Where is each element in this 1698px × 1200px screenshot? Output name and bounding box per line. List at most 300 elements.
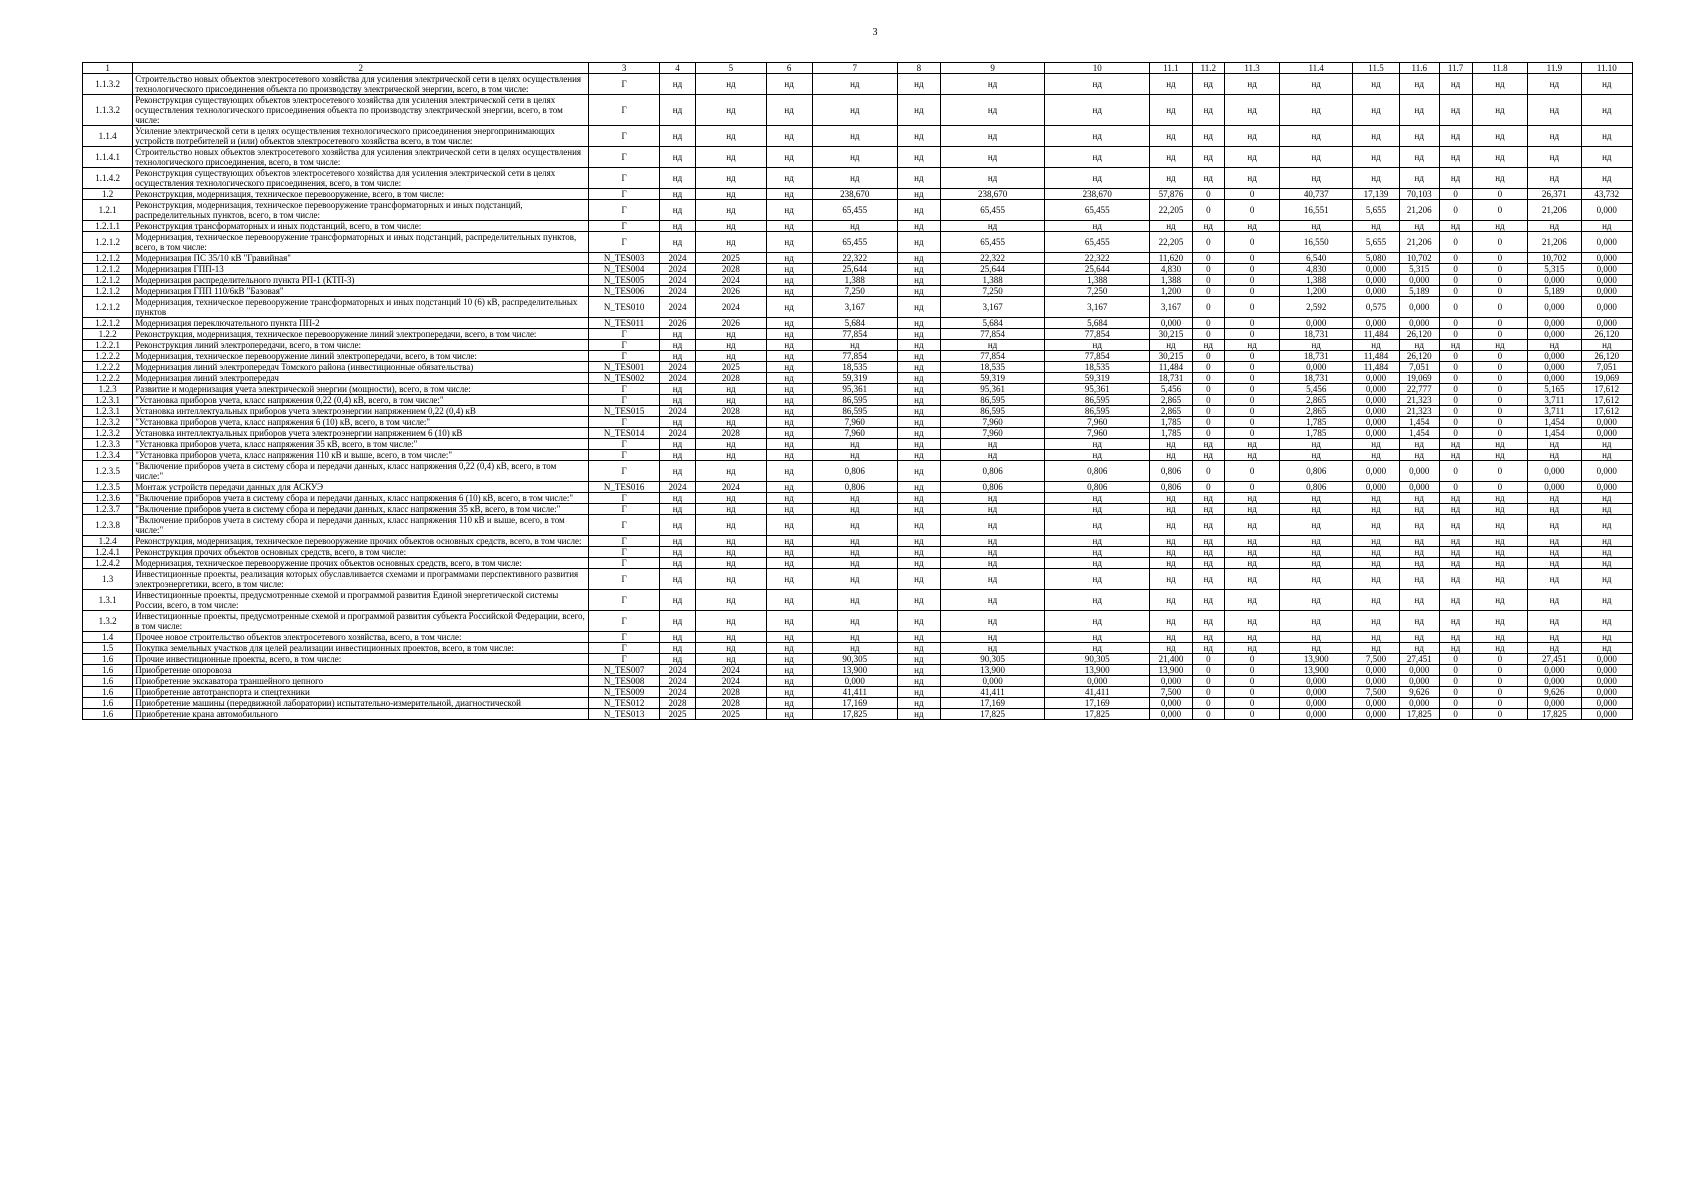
table-cell: нд [1528,493,1581,504]
table-cell: нд [696,74,767,95]
table-cell: 5,456 [1150,384,1193,395]
table-cell: нд [1192,340,1224,351]
table-cell: нд [696,654,767,665]
table-cell: 0,000 [1581,665,1632,676]
table-cell: 65,455 [1045,200,1150,221]
table-cell: нд [812,643,897,654]
table-cell: 0 [1192,687,1224,698]
table-cell: нд [898,362,941,373]
table-cell: 0 [1224,264,1280,275]
table-cell: 0,000 [1045,676,1150,687]
table-cell: нд [1472,340,1528,351]
table-cell: 3,711 [1528,395,1581,406]
table-cell: 1,785 [1150,428,1193,439]
table-cell: нд [766,318,812,329]
table-cell: 0,000 [1280,362,1353,373]
table-row [83,126,1633,147]
table-cell: нд [1224,643,1280,654]
table-cell: 2025 [696,709,767,720]
table-cell: нд [696,126,767,147]
table-cell: нд [1439,439,1472,450]
table-cell: 65,455 [812,232,897,253]
table-cell: 13,900 [1280,665,1353,676]
row-description-cell: "Установка приборов учета, класс напряжения 6 (10) кВ, всего, в том числе:" [133,417,589,428]
table-cell: 2026 [696,318,767,329]
table-cell: нд [1400,547,1440,558]
table-cell: 2025 [659,709,695,720]
table-row [83,95,1633,126]
table-cell: 25,644 [1045,264,1150,275]
table-cell: нд [1528,450,1581,461]
table-cell: 0 [1192,318,1224,329]
row-description-cell: Монтаж устройств передачи данных для АСКУЭ [133,482,589,493]
table-cell: 90,305 [1045,654,1150,665]
table-cell: 0 [1472,286,1528,297]
table-cell: нд [1528,95,1581,126]
table-cell: 0,000 [1400,676,1440,687]
table-cell: 90,305 [812,654,897,665]
table-cell: нд [1280,168,1353,189]
table-cell: нд [1150,558,1193,569]
table-cell: 1,388 [1280,275,1353,286]
table-cell: нд [1528,515,1581,536]
table-cell: 0 [1472,362,1528,373]
column-header: 4 [659,63,695,74]
table-cell: 0,000 [1528,698,1581,709]
table-row [83,189,1633,200]
table-row [83,253,1633,264]
table-cell: 2024 [659,665,695,676]
table-cell: нд [1353,504,1400,515]
row-number-cell: 1.2.1.1 [83,221,133,232]
row-description-cell: Инвестиционные проекты, реализация которых обуславливается схемами и программами перспективного развития электроэнергетики, всего, в том числе: [133,569,589,590]
table-cell: 0,575 [1353,297,1400,318]
table-cell: нд [1224,450,1280,461]
table-cell: 0,000 [1353,318,1400,329]
row-number-cell: 1.2.3.6 [83,493,133,504]
table-cell: нд [766,504,812,515]
table-cell: Г [589,461,660,482]
table-cell: нд [898,676,941,687]
row-number-cell: 1.2.1 [83,200,133,221]
table-cell: нд [1150,611,1193,632]
table-cell: нд [1581,504,1632,515]
table-cell: нд [766,351,812,362]
table-cell: нд [1400,168,1440,189]
table-cell: нд [940,632,1045,643]
table-cell: 0 [1224,232,1280,253]
table-cell: 2025 [696,362,767,373]
table-row [83,676,1633,687]
table-cell: 0,000 [1280,687,1353,698]
table-cell: 0,806 [1150,461,1193,482]
table-cell: 0 [1439,264,1472,275]
table-cell: 2024 [659,362,695,373]
table-cell: 0,000 [1581,687,1632,698]
table-cell: 2,592 [1280,297,1353,318]
table-cell: нд [696,450,767,461]
table-cell: 0 [1439,665,1472,676]
row-description-cell: Покупка земельных участков для целей реализации инвестиционных проектов, всего, в том числе: [133,643,589,654]
table-cell: 0 [1192,461,1224,482]
table-cell: Г [589,168,660,189]
table-cell: нд [1045,221,1150,232]
table-cell: нд [898,275,941,286]
row-description-cell: Модернизация, техническое перевооружение трансформаторных и иных подстанций, распределительных пунктов, всего, в том числе: [133,232,589,253]
table-row [83,147,1633,168]
table-cell: 3,167 [1045,297,1150,318]
row-description-cell: Модернизация ГПП 110/6кВ "Базовая" [133,286,589,297]
table-cell: нд [898,340,941,351]
row-number-cell: 1.2.1.2 [83,318,133,329]
table-cell: нд [1581,221,1632,232]
table-cell: нд [812,221,897,232]
table-cell: нд [940,221,1045,232]
row-description-cell: "Включение приборов учета в систему сбора и передачи данных, класс напряжения 0,22 (0,4) кВ, всего, в том числе:" [133,461,589,482]
table-cell: нд [766,384,812,395]
table-cell: 0 [1472,253,1528,264]
table-cell: нд [1224,168,1280,189]
table-cell: 22,777 [1400,384,1440,395]
table-cell: 2024 [696,665,767,676]
table-cell: Г [589,632,660,643]
table-cell: 3,167 [812,297,897,318]
table-cell: 0 [1472,384,1528,395]
table-cell: нд [898,536,941,547]
table-row [83,439,1633,450]
table-row [83,482,1633,493]
table-cell: 0,000 [1353,461,1400,482]
table-cell: N_TES010 [589,297,660,318]
table-cell: Г [589,611,660,632]
table-cell: Г [589,654,660,665]
table-cell: нд [1150,168,1193,189]
table-cell: N_TES006 [589,286,660,297]
table-cell: нд [1045,74,1150,95]
table-cell: нд [696,417,767,428]
table-cell: 0,000 [1581,297,1632,318]
table-cell: нд [1150,493,1193,504]
column-header: 2 [133,63,589,74]
table-cell: нд [898,611,941,632]
table-cell: 22,322 [1045,253,1150,264]
table-cell: 0 [1439,676,1472,687]
table-cell: нд [1472,515,1528,536]
table-cell: 0,000 [1400,318,1440,329]
table-cell: нд [1045,611,1150,632]
table-cell: 0,000 [1353,384,1400,395]
table-cell: нд [1439,515,1472,536]
table-cell: 0,000 [1581,232,1632,253]
table-cell: 0 [1192,232,1224,253]
table-cell: нд [898,493,941,504]
table-cell: нд [1528,536,1581,547]
table-cell: N_TES015 [589,406,660,417]
table-cell: 0 [1472,351,1528,362]
table-cell: нд [898,221,941,232]
table-cell: нд [1353,493,1400,504]
table-cell: 7,960 [940,417,1045,428]
table-cell: 40,737 [1280,189,1353,200]
table-cell: нд [812,95,897,126]
table-cell: нд [1224,590,1280,611]
table-cell: нд [1045,126,1150,147]
row-number-cell: 1.2.2.2 [83,373,133,384]
table-cell: нд [1192,632,1224,643]
table-cell: нд [1224,493,1280,504]
table-cell: 2024 [659,428,695,439]
table-cell: нд [1280,590,1353,611]
table-cell: нд [940,504,1045,515]
table-cell: 7,960 [1045,417,1150,428]
table-cell: 2028 [696,373,767,384]
row-number-cell: 1.2.1.2 [83,264,133,275]
row-number-cell: 1.2.3.1 [83,406,133,417]
table-cell: 0 [1224,482,1280,493]
table-cell: нд [812,536,897,547]
table-cell: нд [812,611,897,632]
table-cell: 43,732 [1581,189,1632,200]
table-cell: нд [898,351,941,362]
table-cell: 77,854 [940,351,1045,362]
table-cell: N_TES007 [589,665,660,676]
table-cell: нд [940,515,1045,536]
table-cell: 5,315 [1528,264,1581,275]
table-cell: нд [1280,558,1353,569]
table-cell: нд [1192,450,1224,461]
table-cell: нд [812,547,897,558]
table-cell: 0 [1192,373,1224,384]
table-cell: 7,960 [812,428,897,439]
table-row [83,698,1633,709]
table-cell: нд [940,168,1045,189]
row-number-cell: 1.1.4 [83,126,133,147]
table-cell: нд [1400,611,1440,632]
table-cell: 17,825 [1045,709,1150,720]
table-cell: нд [1192,515,1224,536]
table-cell: нд [940,439,1045,450]
table-cell: 2024 [659,687,695,698]
table-cell: нд [1150,439,1193,450]
table-cell: нд [1528,340,1581,351]
table-cell: нд [766,221,812,232]
table-cell: 13,900 [812,665,897,676]
table-cell: 0 [1472,698,1528,709]
table-cell: 17,139 [1353,189,1400,200]
table-cell: Г [589,395,660,406]
table-row [83,362,1633,373]
table-cell: 4,830 [1280,264,1353,275]
table-cell: нд [659,395,695,406]
row-description-cell: Инвестиционные проекты, предусмотренные схемой и программой развития субъекта Российской Федерации, всего, в том числе: [133,611,589,632]
table-cell: 0 [1192,189,1224,200]
table-cell: 238,670 [1045,189,1150,200]
table-cell: 0 [1439,406,1472,417]
table-row [83,515,1633,536]
table-cell: нд [766,373,812,384]
table-cell: нд [696,611,767,632]
table-cell: 11,484 [1150,362,1193,373]
table-cell: 0 [1224,395,1280,406]
row-description-cell: Реконструкция существующих объектов электросетевого хозяйства для усиления электрической сети в целях осуществления технологического присоединения объекта по производству электрической энергии, всего, в том числе: [133,95,589,126]
table-cell: 0 [1439,417,1472,428]
page-number: 3 [872,27,878,38]
table-cell: 0 [1439,362,1472,373]
table-row [83,558,1633,569]
table-cell: 0,806 [940,482,1045,493]
table-cell: нд [812,632,897,643]
table-cell: 86,595 [940,395,1045,406]
table-cell: нд [696,351,767,362]
table-cell: 18,731 [1280,373,1353,384]
table-cell: Г [589,558,660,569]
table-cell: 0,000 [1581,482,1632,493]
table-cell: 0 [1192,329,1224,340]
table-cell: нд [1150,147,1193,168]
table-cell: Г [589,417,660,428]
table-cell: нд [898,168,941,189]
table-cell: 0 [1192,253,1224,264]
row-description-cell: Строительство новых объектов электросетевого хозяйства для усиления электрической сети в целях осуществления технологического присоединения объекта по производству электрической энергии, всего, в том числе: [133,74,589,95]
table-cell: нд [766,515,812,536]
table-cell: 10,702 [1400,253,1440,264]
table-cell: нд [659,147,695,168]
table-cell: нд [659,126,695,147]
table-cell: нд [659,384,695,395]
table-cell: нд [1150,547,1193,558]
table-cell: 0 [1472,264,1528,275]
table-cell: 0,000 [1581,461,1632,482]
table-cell: нд [766,558,812,569]
row-number-cell: 1.2.4.1 [83,547,133,558]
table-cell: нд [696,189,767,200]
table-cell: нд [1280,126,1353,147]
table-cell: 25,644 [940,264,1045,275]
column-header: 11.7 [1439,63,1472,74]
table-cell: N_TES014 [589,428,660,439]
table-cell: 95,361 [1045,384,1150,395]
table-cell: нд [1280,147,1353,168]
row-description-cell: Реконструкция прочих объектов основных средств, всего, в том числе: [133,547,589,558]
table-cell: нд [766,611,812,632]
table-cell: нд [766,643,812,654]
table-cell: нд [1400,221,1440,232]
table-cell: 0 [1472,676,1528,687]
table-row [83,643,1633,654]
row-description-cell: Модернизация, техническое перевооружение линий электропередачи, всего, в том числе: [133,351,589,362]
table-cell: нд [1280,547,1353,558]
table-cell: Г [589,351,660,362]
table-cell: 0,000 [1353,665,1400,676]
table-cell: нд [696,643,767,654]
table-cell: нд [1528,611,1581,632]
table-cell: N_TES009 [589,687,660,698]
table-cell: нд [1472,74,1528,95]
table-cell: нд [1472,611,1528,632]
table-cell: нд [766,439,812,450]
row-number-cell: 1.2.2.2 [83,351,133,362]
table-cell: 0 [1472,297,1528,318]
table-cell: 7,960 [812,417,897,428]
table-cell: 0,000 [1150,698,1193,709]
table-cell: 0,806 [1045,482,1150,493]
row-number-cell: 1.2.1.2 [83,297,133,318]
table-cell: нд [1224,126,1280,147]
row-description-cell: Модернизация распределительного пункта РП-1 (КТП-3) [133,275,589,286]
table-cell: 0 [1439,275,1472,286]
table-cell: 59,319 [812,373,897,384]
table-cell: 17,825 [1528,709,1581,720]
table-cell: 0,000 [1353,428,1400,439]
table-cell: 17,169 [812,698,897,709]
table-cell: 0,000 [1353,275,1400,286]
table-cell: нд [898,395,941,406]
table-cell: 2024 [659,406,695,417]
table-cell: нд [1439,558,1472,569]
table-cell: нд [659,654,695,665]
table-cell: нд [659,329,695,340]
table-cell: 7,250 [940,286,1045,297]
table-cell: нд [1528,126,1581,147]
table-cell: нд [1224,95,1280,126]
table-cell: нд [940,590,1045,611]
table-cell: нд [812,515,897,536]
table-cell: 65,455 [940,200,1045,221]
table-cell: нд [940,643,1045,654]
table-cell: 0,000 [1280,698,1353,709]
row-description-cell: Реконструкция, модернизация, техническое перевооружение линий электропередачи, всего, в том числе: [133,329,589,340]
table-cell: нд [766,168,812,189]
table-cell: 13,900 [1150,665,1193,676]
table-cell: 0 [1439,395,1472,406]
table-cell: 5,684 [1045,318,1150,329]
table-cell: нд [659,95,695,126]
table-cell: нд [1581,536,1632,547]
table-cell: Г [589,643,660,654]
column-header: 5 [696,63,767,74]
table-cell: 0 [1472,318,1528,329]
table-cell: нд [1528,504,1581,515]
table-cell: Г [589,126,660,147]
table-row [83,74,1633,95]
table-cell: нд [1192,547,1224,558]
table-cell: нд [898,200,941,221]
table-cell: нд [1224,611,1280,632]
table-cell: нд [898,558,941,569]
table-cell: нд [1581,569,1632,590]
table-cell: 22,205 [1150,200,1193,221]
table-cell: 2024 [659,264,695,275]
table-cell: нд [1192,493,1224,504]
table-cell: 0,000 [1581,318,1632,329]
table-cell: 7,250 [1045,286,1150,297]
table-cell: 0,000 [1400,665,1440,676]
table-row [83,461,1633,482]
table-cell: Г [589,329,660,340]
table-cell: нд [898,569,941,590]
table-cell: 17,169 [1045,698,1150,709]
table-cell: 0,000 [1150,709,1193,720]
table-cell: нд [1353,536,1400,547]
table-cell: 0,000 [1400,482,1440,493]
table-cell: 0 [1472,482,1528,493]
table-cell: 0,000 [1353,698,1400,709]
table-cell: 2028 [659,698,695,709]
table-cell: 17,825 [812,709,897,720]
row-number-cell: 1.6 [83,698,133,709]
table-cell: нд [696,232,767,253]
table-cell: 0 [1224,428,1280,439]
